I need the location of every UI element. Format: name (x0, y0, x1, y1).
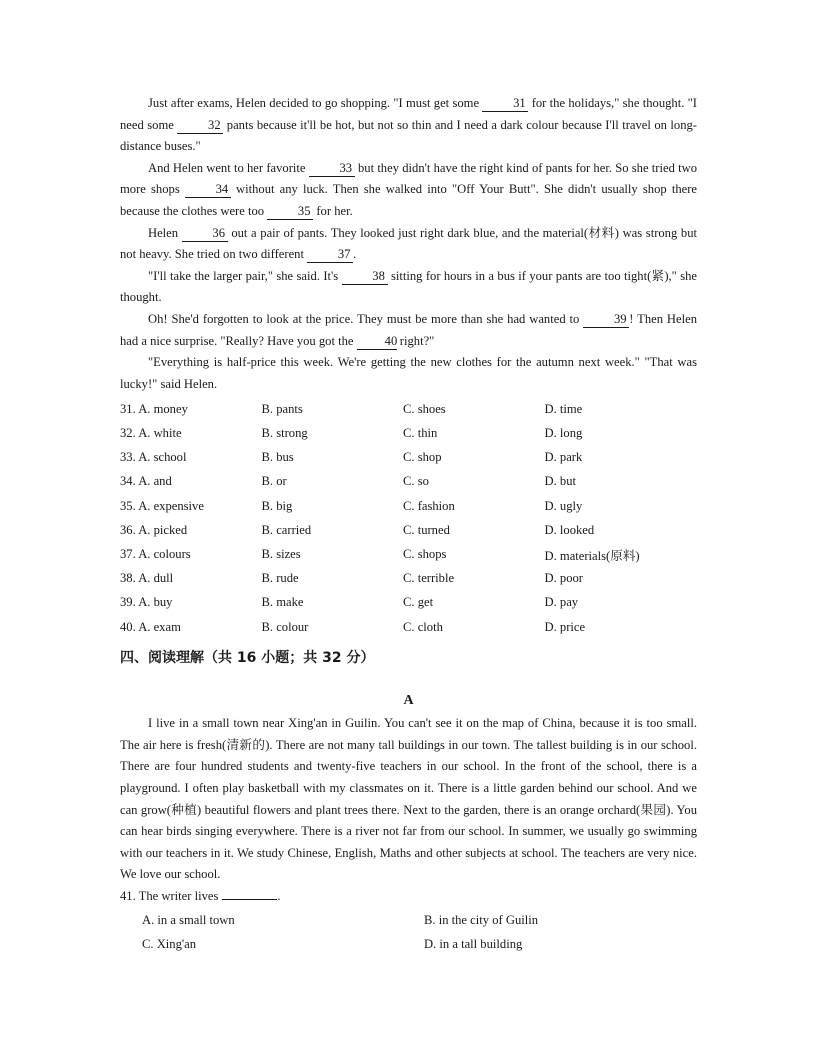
option-choice[interactable]: B. big (261, 498, 293, 513)
option-row (120, 494, 697, 518)
cloze-paragraph (120, 309, 697, 352)
passage-title: A (403, 693, 414, 709)
option-choice[interactable]: B. rude (261, 571, 299, 586)
cloze-options (120, 397, 697, 639)
option-choice[interactable]: C. shop (403, 450, 442, 465)
question-41 (120, 886, 697, 908)
cloze-paragraph (120, 352, 697, 395)
cloze-text: without any luck. Then she walked into "Off Your Butt". She didn't usually shop there because the clothes were too (120, 182, 697, 218)
option-choice[interactable]: C. get (403, 595, 434, 610)
option-row (120, 470, 697, 494)
option-row (120, 542, 697, 566)
option-choice[interactable]: B. pants (261, 401, 303, 416)
cloze-text: out a pair of pants. They looked just right dark blue, and the material(材料) was strong but not heavy. She tried on two different (120, 225, 698, 262)
option-choice[interactable]: C. shops (403, 547, 447, 562)
cloze-text: right?" (396, 333, 435, 348)
option-choice[interactable]: D. long (544, 426, 583, 441)
cloze-text: Just after exams, Helen decided to go shopping. "I must get some (148, 96, 483, 110)
option-choice[interactable]: B. carried (261, 522, 312, 537)
option-row (120, 567, 697, 591)
cloze-text: ! Then Helen had a nice surprise. "Really? Have you got the (120, 311, 697, 348)
question-stem: 41. The writer lives (120, 888, 219, 903)
cloze-text: Oh! She'd forgotten to look at the price. They must be more than she had wanted to (148, 311, 584, 326)
question-option[interactable]: D. in a tall building (424, 936, 523, 951)
option-choice[interactable]: 32. A. white (120, 426, 182, 441)
option-choice[interactable]: B. make (261, 595, 304, 610)
option-choice[interactable]: D. pay (544, 595, 579, 610)
cloze-text: . (353, 247, 357, 262)
question-end: . (277, 888, 281, 903)
option-choice[interactable]: B. colour (261, 619, 309, 634)
option-choice[interactable]: 35. A. expensive (120, 498, 204, 513)
cloze-text: for her. (313, 203, 353, 218)
option-row (120, 518, 697, 542)
cloze-paragraph (120, 93, 697, 158)
option-row (120, 615, 697, 639)
option-choice[interactable]: D. poor (544, 571, 583, 586)
blank-31[interactable]: 31 (482, 96, 528, 112)
option-choice[interactable]: C. thin (403, 426, 438, 441)
cloze-text: pants because it'll be hot, but not so thin and I need a dark colour because I'll travel on long-distance buses." (120, 117, 697, 154)
question-option[interactable]: B. in the city of Guilin (424, 912, 539, 927)
blank-38[interactable]: 38 (342, 269, 388, 285)
option-choice[interactable]: D. looked (544, 522, 595, 537)
option-choice[interactable]: 40. A. exam (120, 619, 181, 634)
question-option-row (120, 908, 697, 932)
cloze-paragraph (120, 266, 697, 309)
blank-35[interactable]: 35 (267, 204, 313, 220)
option-row (120, 446, 697, 470)
option-choice[interactable]: B. or (261, 474, 287, 489)
blank-34[interactable]: 34 (185, 182, 231, 198)
option-choice[interactable]: 39. A. buy (120, 595, 173, 610)
blank-37[interactable]: 37 (307, 247, 353, 263)
question-option[interactable]: A. in a small town (142, 912, 235, 927)
blank-40[interactable]: 40 (357, 334, 397, 350)
answer-blank (222, 886, 277, 900)
option-choice[interactable]: D. price (544, 619, 586, 634)
cloze-text: for the holidays," she thought. "I need some (120, 96, 698, 132)
option-choice[interactable]: C. shoes (403, 401, 446, 416)
section-heading: 四、阅读理解（共 16 小题；共 32 分） (120, 650, 375, 667)
option-choice[interactable]: 38. A. dull (120, 571, 174, 586)
passage-text: I live in a small town near Xing'an in Guilin. You can't see it on the map of China, because it is too small. The air here is fresh(清新的). There are not many tall buildings in our town. The tallest building is in our school. There are four hundred students and twenty-five teachers in our school. In the front of the school, there is a playground. I often play basketball with my classmates on it. There is a little garden behind our school. And we can grow(种植) beautiful flowers and plant trees there. Next to the garden, there is an orange orchard(果园). You can hear birds singing everywhere. There is a river not far from our school. In summer, we usually go swimming with our teachers in it. We study Chinese, English, Maths and other subjects at school. The teachers are very nice. We love our school. (120, 716, 697, 882)
exam-page (120, 93, 697, 956)
cloze-passage (120, 93, 697, 395)
cloze-paragraph (120, 223, 697, 266)
option-choice[interactable]: D. ugly (544, 498, 583, 513)
option-choice[interactable]: D. but (544, 474, 576, 489)
option-choice[interactable]: 34. A. and (120, 474, 172, 489)
option-choice[interactable]: D. time (544, 401, 583, 416)
option-choice[interactable]: C. turned (403, 522, 450, 537)
option-choice[interactable]: C. so (403, 474, 429, 489)
cloze-text: but they didn't have the right kind of pants for her. So she tried two more shops (120, 160, 697, 197)
blank-39[interactable]: 39 (583, 312, 629, 328)
option-choice[interactable]: C. terrible (403, 571, 455, 586)
option-choice[interactable]: B. strong (261, 426, 308, 441)
option-choice[interactable]: B. bus (261, 450, 294, 465)
cloze-text: sitting for hours in a bus if your pants are too tight(紧)," she thought. (120, 268, 697, 305)
question-options (120, 908, 697, 956)
question-option[interactable]: C. Xing'an (142, 936, 197, 951)
cloze-text: "I'll take the larger pair," she said. It's (148, 268, 342, 283)
option-row (120, 397, 697, 421)
cloze-text: "Everything is half-price this week. We're getting the new clothes for the autumn next week." "That was lucky!" said Helen. (120, 355, 697, 391)
blank-33[interactable]: 33 (309, 161, 355, 177)
option-choice[interactable]: D. park (544, 450, 583, 465)
cloze-paragraph (120, 158, 697, 223)
option-choice[interactable]: C. fashion (403, 498, 455, 513)
question-option-row (120, 932, 697, 956)
blank-36[interactable]: 36 (182, 226, 228, 242)
cloze-text: And Helen went to her favorite (148, 160, 309, 175)
option-choice[interactable]: D. materials(原料) (544, 549, 640, 564)
option-choice[interactable]: 36. A. picked (120, 522, 188, 537)
option-choice[interactable]: 33. A. school (120, 450, 187, 465)
option-choice[interactable]: C. cloth (403, 619, 443, 634)
option-choice[interactable]: 31. A. money (120, 401, 188, 416)
option-row (120, 591, 697, 615)
cloze-text: Helen (148, 225, 182, 240)
blank-32[interactable]: 32 (177, 118, 223, 134)
option-choice[interactable]: B. sizes (261, 547, 301, 562)
option-row (120, 422, 697, 446)
option-choice[interactable]: 37. A. colours (120, 547, 191, 562)
